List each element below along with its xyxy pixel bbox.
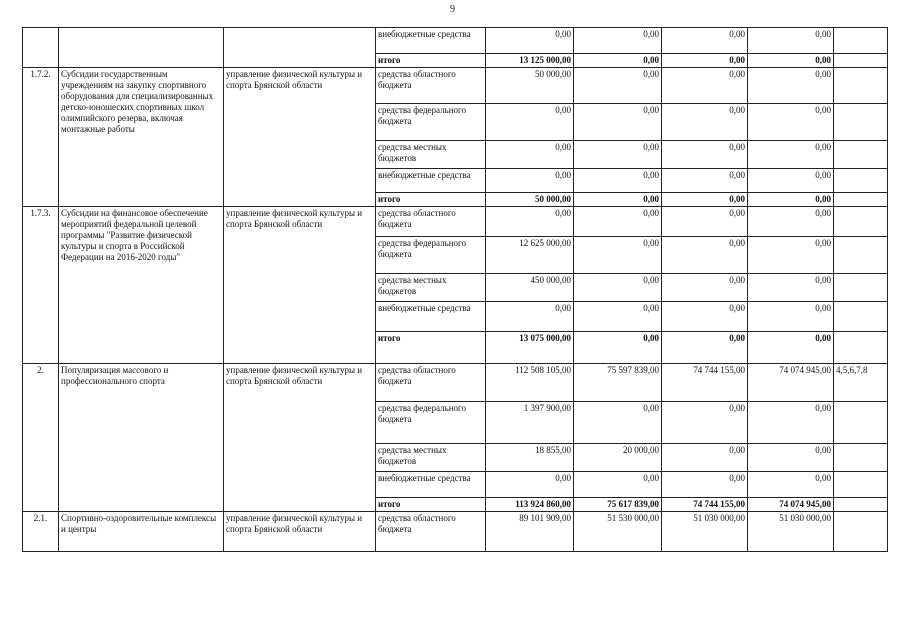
- total-label: итого: [376, 54, 486, 68]
- value-cell: 0,00: [662, 28, 748, 54]
- extra-cell: [834, 28, 888, 54]
- value-cell: 0,00: [662, 54, 748, 68]
- value-cell: 0,00: [748, 237, 834, 274]
- name-cell: Субсидии государственным учреждениям на закупку спортивного оборудования для специализированных детско-юношеских спортивных школ олимпийского резерва, включая монтажные работы: [59, 68, 224, 207]
- value-cell: 0,00: [662, 444, 748, 472]
- source-label: средства федерального бюджета: [376, 104, 486, 141]
- value-cell: 51 030 000,00: [748, 512, 834, 552]
- total-label: итого: [376, 193, 486, 207]
- table-row: [23, 364, 888, 402]
- value-cell: 20 000,00: [574, 444, 662, 472]
- source-label: средства областного бюджета: [376, 207, 486, 237]
- extra-cell: [834, 141, 888, 169]
- extra-cell: [834, 274, 888, 302]
- table-row: [23, 512, 888, 552]
- source-label: средства местных бюджетов: [376, 274, 486, 302]
- value-cell: 113 924 860,00: [486, 498, 574, 512]
- value-cell: 89 101 909,00: [486, 512, 574, 552]
- name-cell: Популяризация массового и профессионального спорта: [59, 364, 224, 512]
- value-cell: 0,00: [662, 207, 748, 237]
- value-cell: 0,00: [748, 169, 834, 193]
- value-cell: 0,00: [574, 207, 662, 237]
- value-cell: 0,00: [748, 104, 834, 141]
- value-cell: 13 075 000,00: [486, 332, 574, 364]
- value-cell: 0,00: [574, 332, 662, 364]
- page-number: 9: [450, 4, 455, 15]
- source-label: внебюджетные средства: [376, 302, 486, 332]
- extra-cell: [834, 169, 888, 193]
- value-cell: 0,00: [574, 68, 662, 104]
- value-cell: 0,00: [662, 169, 748, 193]
- value-cell: 0,00: [574, 472, 662, 498]
- source-label: средства федерального бюджета: [376, 402, 486, 444]
- extra-cell: [834, 54, 888, 68]
- executor-cell: [224, 28, 376, 68]
- value-cell: 0,00: [662, 68, 748, 104]
- value-cell: 0,00: [662, 193, 748, 207]
- extra-cell: [834, 68, 888, 104]
- value-cell: 0,00: [574, 169, 662, 193]
- executor-cell: управление физической культуры и спорта Брянской области: [224, 207, 376, 364]
- table-row: [23, 207, 888, 237]
- value-cell: 74 744 155,00: [662, 364, 748, 402]
- value-cell: 0,00: [486, 141, 574, 169]
- extra-cell: [834, 512, 888, 552]
- name-cell: [59, 28, 224, 68]
- value-cell: 0,00: [662, 237, 748, 274]
- value-cell: 74 744 155,00: [662, 498, 748, 512]
- value-cell: 0,00: [748, 302, 834, 332]
- value-cell: 50 000,00: [486, 68, 574, 104]
- value-cell: 0,00: [748, 193, 834, 207]
- value-cell: 0,00: [662, 332, 748, 364]
- source-label: средства местных бюджетов: [376, 141, 486, 169]
- value-cell: 0,00: [662, 472, 748, 498]
- value-cell: 112 508 105,00: [486, 364, 574, 402]
- extra-cell: [834, 498, 888, 512]
- value-cell: 0,00: [662, 302, 748, 332]
- extra-cell: [834, 207, 888, 237]
- value-cell: 0,00: [574, 302, 662, 332]
- code-cell: 2.1.: [23, 512, 59, 552]
- code-cell: [23, 28, 59, 68]
- value-cell: 0,00: [748, 444, 834, 472]
- value-cell: 0,00: [574, 28, 662, 54]
- code-cell: 1.7.3.: [23, 207, 59, 364]
- total-label: итого: [376, 498, 486, 512]
- executor-cell: управление физической культуры и спорта Брянской области: [224, 364, 376, 512]
- source-label: средства областного бюджета: [376, 364, 486, 402]
- extra-cell: [834, 302, 888, 332]
- value-cell: 0,00: [748, 28, 834, 54]
- value-cell: 12 625 000,00: [486, 237, 574, 274]
- value-cell: 0,00: [574, 141, 662, 169]
- value-cell: 0,00: [748, 54, 834, 68]
- source-label: внебюджетные средства: [376, 28, 486, 54]
- value-cell: 1 397 900,00: [486, 402, 574, 444]
- value-cell: 0,00: [748, 141, 834, 169]
- extra-cell: [834, 193, 888, 207]
- value-cell: 51 030 000,00: [662, 512, 748, 552]
- value-cell: 51 530 000,00: [574, 512, 662, 552]
- total-label: итого: [376, 332, 486, 364]
- value-cell: 0,00: [574, 104, 662, 141]
- value-cell: 0,00: [574, 54, 662, 68]
- value-cell: 0,00: [748, 207, 834, 237]
- value-cell: 0,00: [486, 207, 574, 237]
- value-cell: 75 597 839,00: [574, 364, 662, 402]
- value-cell: 0,00: [486, 169, 574, 193]
- value-cell: 0,00: [574, 193, 662, 207]
- extra-cell: [834, 104, 888, 141]
- extra-cell: [834, 237, 888, 274]
- name-cell: Спортивно-оздоровительные комплексы и центры: [59, 512, 224, 552]
- executor-cell: управление физической культуры и спорта Брянской области: [224, 68, 376, 207]
- value-cell: 50 000,00: [486, 193, 574, 207]
- value-cell: 74 074 945,00: [748, 498, 834, 512]
- source-label: внебюджетные средства: [376, 472, 486, 498]
- extra-cell: [834, 472, 888, 498]
- name-cell: Субсидии на финансовое обеспечение мероприятий федеральной целевой программы "Развитие физической культуры и спорта в Российской Федерации на 2016-2020 годы": [59, 207, 224, 364]
- value-cell: 0,00: [486, 302, 574, 332]
- value-cell: 0,00: [748, 68, 834, 104]
- value-cell: 74 074 945,00: [748, 364, 834, 402]
- source-label: средства областного бюджета: [376, 512, 486, 552]
- source-label: внебюджетные средства: [376, 169, 486, 193]
- source-label: средства местных бюджетов: [376, 444, 486, 472]
- source-label: средства областного бюджета: [376, 68, 486, 104]
- value-cell: 0,00: [748, 332, 834, 364]
- value-cell: 18 855,00: [486, 444, 574, 472]
- extra-cell: [834, 444, 888, 472]
- value-cell: 0,00: [662, 274, 748, 302]
- value-cell: 0,00: [574, 237, 662, 274]
- value-cell: 0,00: [662, 104, 748, 141]
- source-label: средства федерального бюджета: [376, 237, 486, 274]
- extra-cell: [834, 402, 888, 444]
- value-cell: 0,00: [486, 104, 574, 141]
- value-cell: 13 125 000,00: [486, 54, 574, 68]
- value-cell: 0,00: [486, 28, 574, 54]
- extra-cell: 4,5,6,7,8: [834, 364, 888, 402]
- budget-table: [22, 27, 888, 552]
- table-row: [23, 28, 888, 54]
- value-cell: 0,00: [662, 141, 748, 169]
- executor-cell: управление физической культуры и спорта Брянской области: [224, 512, 376, 552]
- value-cell: 0,00: [574, 274, 662, 302]
- value-cell: 0,00: [748, 402, 834, 444]
- extra-cell: [834, 332, 888, 364]
- code-cell: 1.7.2.: [23, 68, 59, 207]
- value-cell: 0,00: [748, 274, 834, 302]
- value-cell: 450 000,00: [486, 274, 574, 302]
- value-cell: 0,00: [486, 472, 574, 498]
- value-cell: 0,00: [748, 472, 834, 498]
- value-cell: 75 617 839,00: [574, 498, 662, 512]
- value-cell: 0,00: [574, 402, 662, 444]
- table-row: [23, 68, 888, 104]
- code-cell: 2.: [23, 364, 59, 512]
- value-cell: 0,00: [662, 402, 748, 444]
